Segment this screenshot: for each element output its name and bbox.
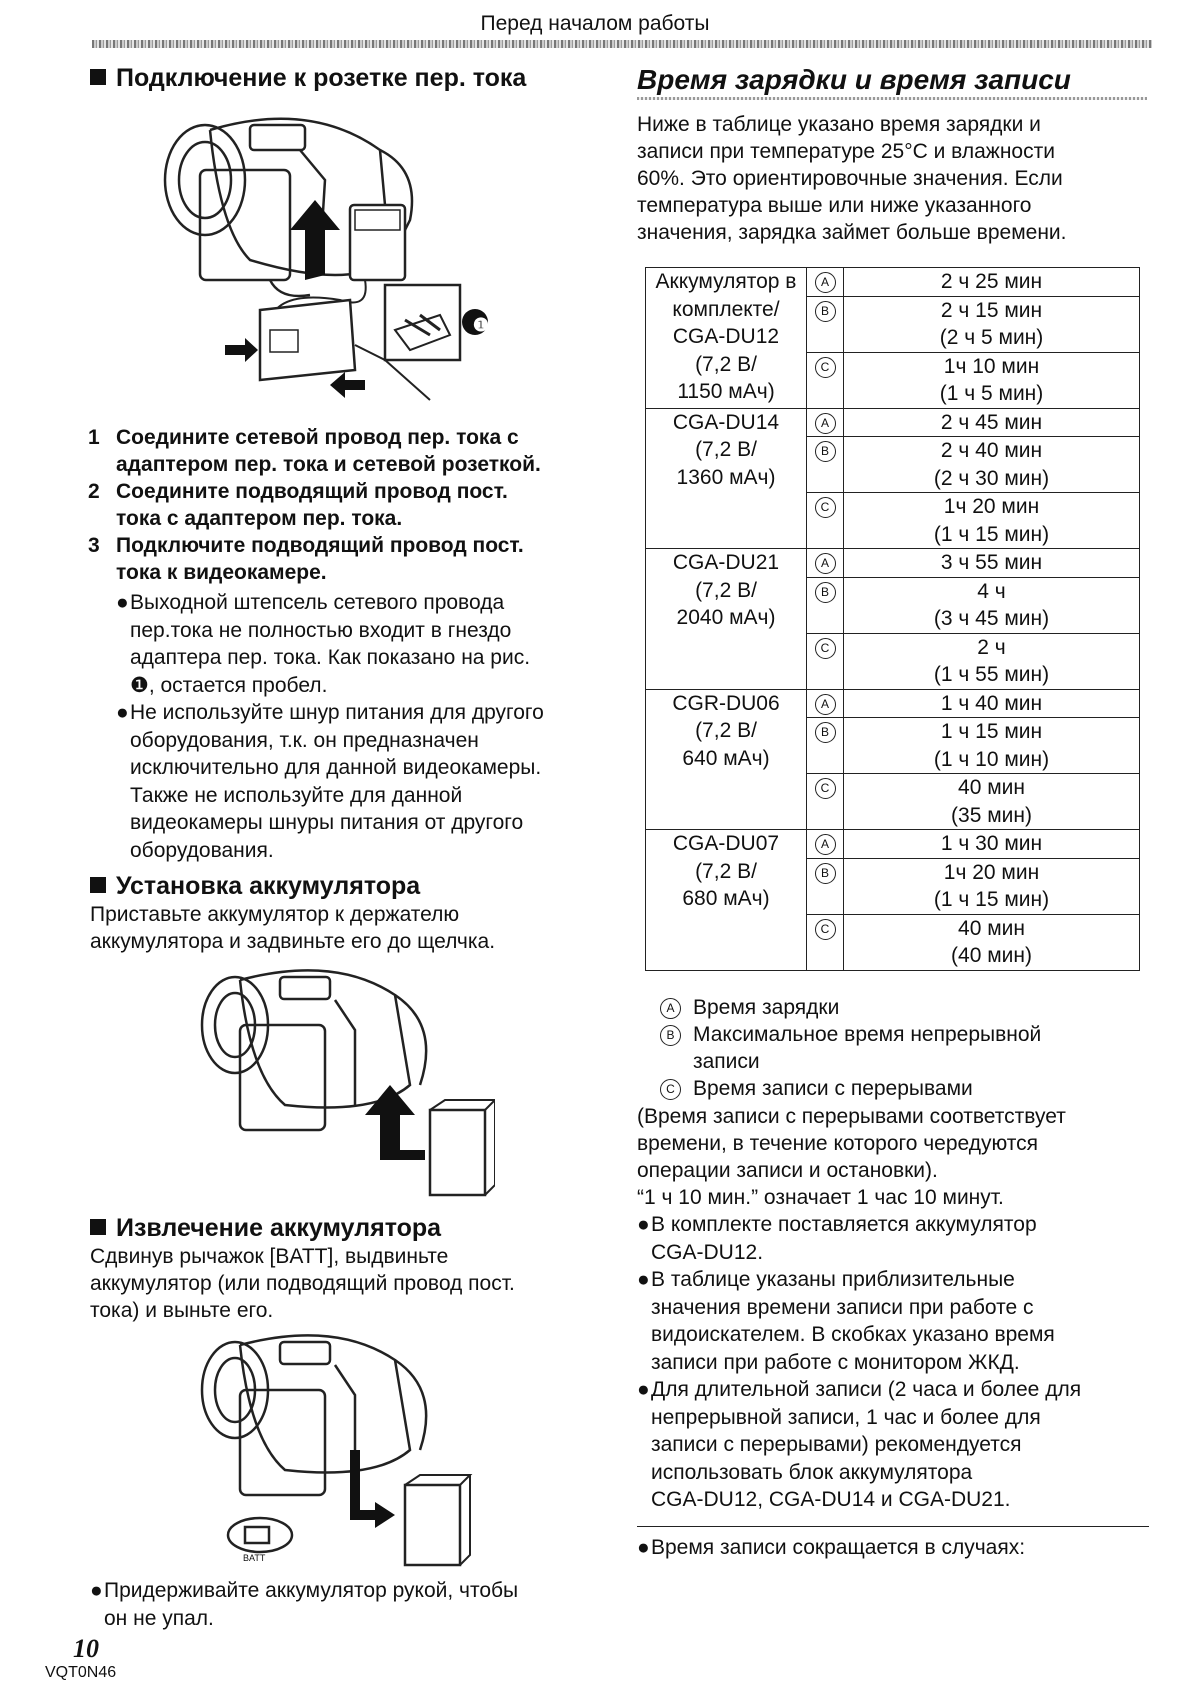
battery-install-illustration <box>195 965 495 1200</box>
mark-cell <box>807 633 844 689</box>
circle-c-icon: C <box>660 1079 681 1100</box>
circle-c-icon: C <box>815 357 836 378</box>
bullet-dot-icon: ● <box>116 701 129 724</box>
time-value-cell <box>844 352 1140 408</box>
steps-list <box>88 424 608 586</box>
bullet-dot-icon: ● <box>637 1378 650 1401</box>
circle-c-icon: C <box>815 638 836 659</box>
time-value-cell <box>844 296 1140 352</box>
note-plug-gap: ● Выходной штепсель сетевого провода пер.тока не полностью входит в гнездо адаптера пер. тока. Как показано на рис. ❶, остается пробел. <box>116 591 531 697</box>
ac-adapter-connection-illustration <box>150 110 550 430</box>
divider-line <box>637 1526 1149 1527</box>
circle-b-icon: B <box>815 582 836 603</box>
header-band <box>92 40 1152 48</box>
circle-c-icon: C <box>815 778 836 799</box>
bullet-dot-icon: ● <box>637 1268 650 1291</box>
time-value-cell <box>844 774 1140 830</box>
circle-a-icon: A <box>815 694 836 715</box>
battery-model-line: (7,2 В/ <box>695 859 757 883</box>
square-bullet-icon <box>90 1219 106 1235</box>
time-value-cell <box>844 914 1140 970</box>
mark-cell <box>807 774 844 830</box>
time-value-cell <box>844 493 1140 549</box>
bullet-dot-icon: ● <box>637 1213 650 1236</box>
battery-model-line: 1360 мАч) <box>676 465 776 489</box>
step-3: 3 Подключите подводящий провод пост. тока к видеокамере. <box>88 534 524 584</box>
mark-cell <box>807 858 844 914</box>
time-value: 2 ч 45 мин <box>940 410 1043 434</box>
battery-model-line: (7,2 В/ <box>695 352 757 376</box>
circle-c-icon: C <box>815 919 836 940</box>
document-code: VQT0N46 <box>45 1664 117 1681</box>
time-value-cell <box>844 633 1140 689</box>
mark-cell <box>807 718 844 774</box>
time-value: (2 ч 5 мин) <box>939 326 1044 349</box>
battery-model-cell <box>646 689 807 830</box>
circle-b-icon: B <box>660 1025 681 1046</box>
time-value: 1ч 10 мин <box>943 354 1040 378</box>
battery-model-cell <box>646 408 807 549</box>
battery-model-line: комплекте/ <box>672 297 780 321</box>
time-value: 1 ч 15 мин <box>940 720 1043 743</box>
table-row <box>646 830 1140 859</box>
legend-item-c: C Время записи с перерывами <box>660 1075 1140 1102</box>
legend-list <box>660 994 1140 1102</box>
notes-ac-list <box>116 589 616 864</box>
bullet-dot-icon: ● <box>637 1536 650 1559</box>
time-value: 1 ч 40 мин <box>940 691 1043 715</box>
charging-intro-text: Ниже в таблице указано время зарядки и записи при температуре 25°C и влажности 60%. Это ориентировочные значения. Если температура выше или ниже указанного значения, зарядка займет больше времени. <box>637 113 1067 244</box>
time-value-cell <box>844 718 1140 774</box>
time-value-cell <box>844 689 1140 718</box>
mark-cell <box>807 830 844 859</box>
note-supplied-battery: ● В комплекте поставляется аккумулятор CGA-DU12. <box>637 1213 1037 1264</box>
battery-model-line: CGA-DU14 <box>672 410 780 434</box>
section-title-battery-remove: Извлечение аккумулятора <box>90 1214 441 1243</box>
circle-a-icon: A <box>815 553 836 574</box>
time-value: 1 ч 30 мин <box>940 832 1043 855</box>
time-value: (35 мин) <box>951 803 1032 827</box>
battery-install-text: Приставьте аккумулятор к держателю аккумулятора и задвиньте его до щелчка. <box>90 903 496 953</box>
battery-remove-illustration <box>195 1330 495 1570</box>
time-value: 4 ч <box>977 579 1006 603</box>
circle-a-icon: A <box>815 413 836 434</box>
circle-b-icon: B <box>815 301 836 322</box>
circle-a-icon: A <box>815 272 836 293</box>
square-bullet-icon <box>90 877 106 893</box>
time-value-cell <box>844 858 1140 914</box>
bullet-dot-icon: ● <box>90 1579 103 1602</box>
batt-switch-label: BATT <box>243 1553 266 1563</box>
bullet-dot-icon: ● <box>116 591 129 614</box>
right-title-rule <box>637 97 1147 100</box>
battery-model-cell <box>646 549 807 690</box>
section-title-ac-outlet: Подключение к розетке пер. тока <box>90 64 526 93</box>
time-value-cell <box>844 268 1140 297</box>
table-row <box>646 549 1140 578</box>
legend-item-a: A Время зарядки <box>660 994 1140 1021</box>
time-value-cell <box>844 408 1140 437</box>
battery-model-line: (7,2 В/ <box>695 578 757 602</box>
mark-cell <box>807 577 844 633</box>
note-approximate-values: ● В таблице указаны приблизительные значения времени записи при работе с видоискателем. В скобках указано время записи при работе с монитором ЖКД. <box>637 1268 1055 1374</box>
time-value-cell <box>844 437 1140 493</box>
battery-model-cell <box>646 268 807 409</box>
time-value: 1ч 20 мин <box>943 495 1040 518</box>
mark-cell <box>807 914 844 970</box>
time-value-cell <box>844 577 1140 633</box>
right-section-title: Время зарядки и время записи <box>637 64 1071 95</box>
battery-model-line: 640 мАч) <box>682 746 770 770</box>
battery-model-line: 1150 мАч) <box>677 380 775 403</box>
time-value: (1 ч 15 мин) <box>933 888 1050 911</box>
circle-a-icon: A <box>660 998 681 1019</box>
time-value: 2 ч 15 мин <box>940 298 1043 322</box>
section-title-battery-install: Установка аккумулятора <box>90 872 420 901</box>
time-value: 2 ч 25 мин <box>940 270 1043 293</box>
time-value: (40 мин) <box>951 944 1032 967</box>
time-value-cell <box>844 830 1140 859</box>
battery-model-line: CGR-DU06 <box>672 691 780 715</box>
battery-model-line: 680 мАч) <box>682 887 770 910</box>
note-hold-battery: ● Придерживайте аккумулятор рукой, чтобы он не упал. <box>90 1579 519 1630</box>
battery-model-cell <box>646 830 807 971</box>
table-row <box>646 689 1140 718</box>
battery-model-line: CGA-DU07 <box>672 832 780 855</box>
mark-cell <box>807 493 844 549</box>
time-value: 3 ч 55 мин <box>940 551 1043 574</box>
table-row <box>646 408 1140 437</box>
mark-cell <box>807 408 844 437</box>
time-value: 2 ч 40 мин <box>940 439 1043 462</box>
charging-table-body <box>646 268 1140 971</box>
time-value-cell <box>844 549 1140 578</box>
time-value: (1 ч 10 мин) <box>933 747 1050 771</box>
battery-remove-text: Сдвинув рычажок [BATT], выдвиньте аккумулятор (или подводящий провод пост. тока) и выньте его. <box>90 1245 515 1322</box>
mark-cell <box>807 549 844 578</box>
time-value: 2 ч <box>977 635 1006 659</box>
time-value: 1ч 20 мин <box>943 860 1040 884</box>
mark-cell <box>807 352 844 408</box>
charging-time-table <box>645 267 1140 971</box>
time-value: (3 ч 45 мин) <box>933 607 1050 630</box>
step-1: 1 Соедините сетевой провод пер. тока с адаптером пер. тока и сетевой розеткой. <box>88 426 541 476</box>
interval-recording-explanation: (Время записи с перерывами соответствует времени, в течение которого чередуются операции записи и остановки). “1 ч 10 мин.” означает 1 час 10 минут. <box>637 1105 1066 1209</box>
circle-b-icon: B <box>815 441 836 462</box>
time-value: (2 ч 30 мин) <box>933 466 1050 490</box>
battery-model-line: Аккумулятор в <box>655 270 797 293</box>
page-number: 10 <box>73 1634 99 1663</box>
right-notes-list <box>637 1211 1162 1514</box>
time-value: (1 ч 5 мин) <box>939 382 1044 405</box>
square-bullet-icon <box>90 69 106 85</box>
table-row <box>646 268 1140 297</box>
battery-model-line: CGA-DU12 <box>672 325 780 348</box>
page-header-title: Перед началом работы <box>480 12 710 35</box>
circle-a-icon: A <box>815 834 836 855</box>
time-value: (1 ч 55 мин) <box>933 663 1050 686</box>
battery-model-line: (7,2 В/ <box>695 719 757 742</box>
time-value: 40 мин <box>958 916 1025 940</box>
legend-item-b: B Максимальное время непрерывной записи <box>660 1021 1140 1075</box>
note-long-recording: ● Для длительной записи (2 часа и более для непрерывной записи, 1 час и более для записи с перерывами) рекомендуется использовать блок аккумулятора CGA-DU12, CGA-DU14 и CGA-DU21. <box>637 1378 1082 1511</box>
note-recording-time-reduced: ● Время записи сокращается в случаях: <box>637 1534 1171 1562</box>
circle-b-icon: B <box>815 722 836 743</box>
circle-b-icon: B <box>815 863 836 884</box>
battery-model-line: 2040 мАч) <box>676 606 776 629</box>
note-power-cord: ● Не используйте шнур питания для другого оборудования, т.к. он предназначен исключительно для данной видеокамеры. Также не используйте для данной видеокамеры шнуры питания от другого оборудования. <box>116 701 544 862</box>
step-2: 2 Соедините подводящий провод пост. тока с адаптером пер. тока. <box>88 480 508 530</box>
mark-cell <box>807 437 844 493</box>
battery-model-line: (7,2 В/ <box>695 438 757 461</box>
battery-model-line: CGA-DU21 <box>672 551 780 574</box>
mark-cell <box>807 296 844 352</box>
time-value: (1 ч 15 мин) <box>933 522 1050 546</box>
mark-cell <box>807 689 844 718</box>
callout-one-label: ❶ <box>472 315 490 335</box>
circle-c-icon: C <box>815 497 836 518</box>
mark-cell <box>807 268 844 297</box>
time-value: 40 мин <box>958 776 1025 799</box>
